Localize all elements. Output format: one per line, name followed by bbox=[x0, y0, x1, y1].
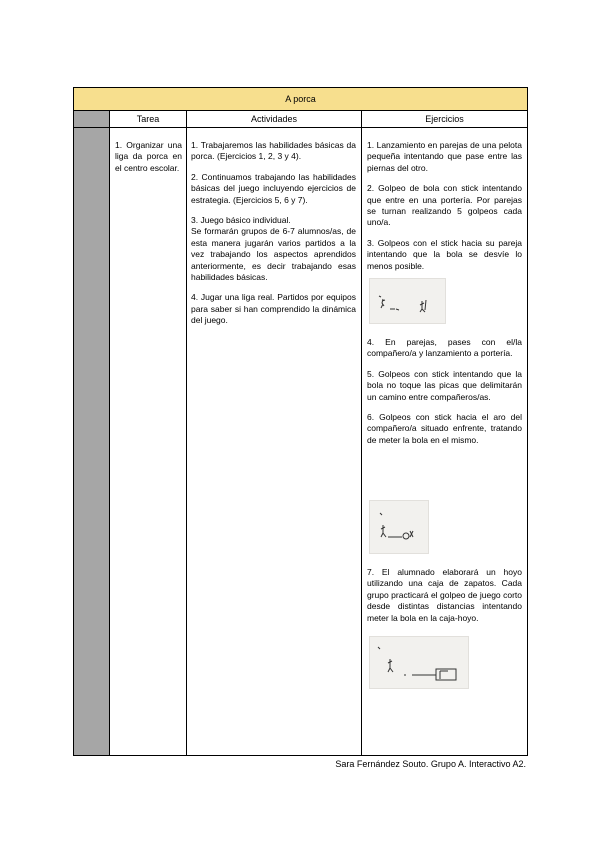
actividad-1: 1. Trabajaremos las habilidades básicas da porca. (Ejercicios 1, 2, 3 y 4). bbox=[191, 140, 356, 162]
ejercicio-5: 5. Golpeos con stick intentando que la bola no toque las picas que delimitarán un camino entre compañeros/as. bbox=[367, 368, 522, 402]
ejercicio-3: 3. Golpeos con el stick hacia su pareja intentando que la bola se desvíe lo menos posible. bbox=[367, 237, 522, 271]
actividad-2: 2. Continuamos trabajando las habilidades básicas del juego incluyendo ejercicios de estrategia. (Ejercicios 5, 6 y 7). bbox=[191, 171, 356, 205]
tarea-text: 1. Organizar una liga da porca en el centro escolar. bbox=[115, 140, 182, 173]
ejercicio-1-3-cell bbox=[367, 140, 522, 281]
sketch-exercise-6 bbox=[369, 500, 429, 554]
header-ejercicios: Ejercicios bbox=[425, 114, 464, 124]
ejercicio-7-cell bbox=[367, 567, 522, 633]
tarea-cell bbox=[115, 140, 182, 183]
stick-aro-icon bbox=[370, 501, 428, 553]
stick-figures-icon bbox=[370, 279, 445, 323]
ejercicio-7: 7. El alumnado elaborará un hoyo utilizando una caja de zapatos. Cada grupo practicará el golpeo de juego corto desde distintas distancias intentando meter la bola en la caja-hoyo. bbox=[367, 567, 522, 623]
ejercicio-4-6-cell bbox=[367, 337, 522, 455]
actividades-cell bbox=[191, 140, 356, 336]
column-divider-1 bbox=[186, 111, 187, 755]
column-divider-2 bbox=[361, 111, 362, 755]
actividad-4: 4. Jugar una liga real. Partidos por equipos para saber si han comprendido la dinámica del juego. bbox=[191, 292, 356, 326]
header-tarea: Tarea bbox=[136, 114, 160, 124]
table-title bbox=[74, 88, 527, 111]
ejercicio-1: 1. Lanzamiento en parejas de una pelota pequeña intentando que pase entre las piernas del otro. bbox=[367, 140, 522, 173]
header-actividades: Actividades bbox=[250, 114, 298, 124]
sketch-exercise-7 bbox=[369, 636, 469, 689]
ejercicio-4: 4. En parejas, pases con el/la compañero/a y lanzamiento a portería. bbox=[367, 337, 522, 359]
activities-table bbox=[73, 87, 528, 756]
footer-author: Sara Fernández Souto. Grupo A. Interactivo A2. bbox=[335, 759, 526, 769]
stick-box-icon bbox=[370, 637, 468, 688]
ejercicio-6: 6. Golpeos con stick hacia el aro del compañero/a situado enfrente, tratando de meter la bola en el mismo. bbox=[367, 412, 522, 445]
actividad-3-text: Se formarán grupos de 6-7 alumnos/as, de esta manera jugarán varios partidos a la vez trabajando los aspectos aprendidos anteriormente, es decir trabajando esas habilidades básicas. bbox=[191, 226, 356, 283]
ejercicio-2: 2. Golpeo de bola con stick intentando que entre en una portería. Por parejas se turnan realizando 5 golpeos cada uno/a. bbox=[367, 183, 522, 228]
sketch-exercise-3 bbox=[369, 278, 446, 324]
table-title-text: A porca bbox=[285, 94, 316, 104]
header-row bbox=[74, 111, 527, 128]
gray-side-column bbox=[74, 111, 110, 755]
actividad-3-title: 3. Juego básico individual. bbox=[191, 215, 291, 226]
